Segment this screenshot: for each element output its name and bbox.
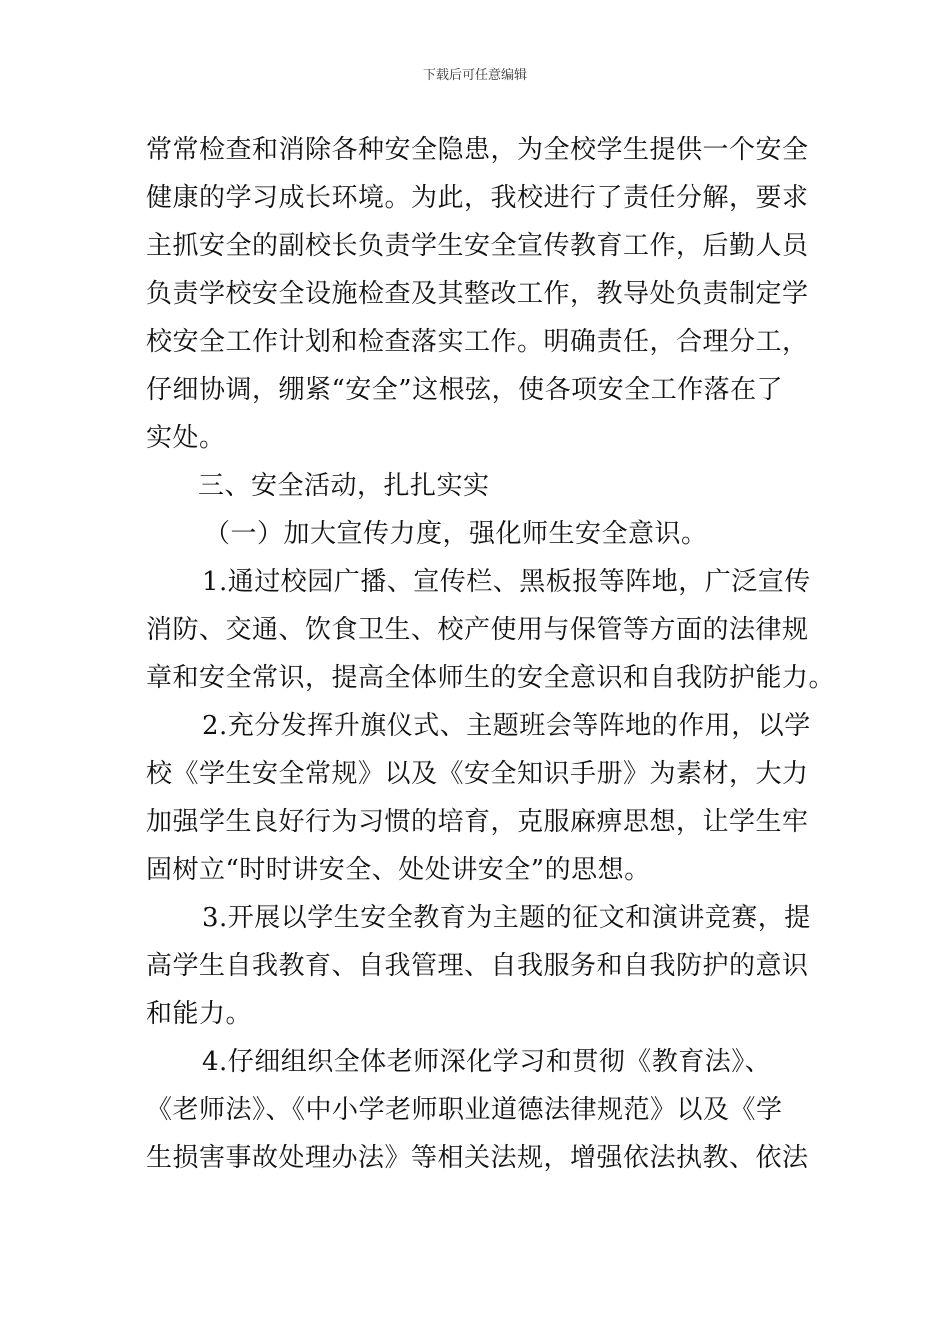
text-line: 章和安全常识，提高全体师生的安全意识和自我防护能力。 <box>146 663 836 693</box>
text-line: 校《学生安全常规》以及《安全知识手册》为素材，大力 <box>146 759 809 789</box>
text-line: 和能力。 <box>146 999 253 1029</box>
text-line: 固树立“时时讲安全、处处讲安全”的思想。 <box>146 855 651 885</box>
text-line: 《老师法》、《中小学老师职业道德法律规范》以及《学 <box>146 1095 783 1125</box>
text-line: 4.仔细组织全体老师深化学习和贯彻《教育法》、 <box>202 1047 772 1077</box>
text-line: 加强学生良好行为习惯的培育，克服麻痹思想，让学生牢 <box>146 807 809 837</box>
body-text <box>146 126 836 1182</box>
text-line: 实处。 <box>146 423 226 453</box>
page-header: 下载后可任意编辑 <box>422 68 527 83</box>
text-line: 1.通过校园广播、宣传栏、黑板报等阵地，广泛宣传 <box>202 567 811 597</box>
text-line: 主抓安全的副校长负责学生安全宣传教育工作，后勤人员 <box>146 231 809 261</box>
text-line: 负责学校安全设施检查及其整改工作，教导处负责制定学 <box>146 279 809 309</box>
subsection-heading: （一）加大宣传力度，强化师生安全意识。 <box>204 519 708 549</box>
section-heading: 三、安全活动，扎扎实实 <box>198 471 490 501</box>
text-line: 3.开展以学生安全教育为主题的征文和演讲竞赛，提 <box>202 903 811 933</box>
text-line: 常常检查和消除各种安全隐患，为全校学生提供一个安全 <box>146 135 809 165</box>
text-line: 仔细协调，绷紧“安全”这根弦，使各项安全工作落在了 <box>146 375 784 405</box>
text-line: 健康的学习成长环境。为此，我校进行了责任分解，要求 <box>146 183 809 213</box>
text-line: 校安全工作计划和检查落实工作。明确责任，合理分工， <box>146 327 809 357</box>
text-line: 高学生自我教育、自我管理、自我服务和自我防护的意识 <box>146 951 809 981</box>
text-line: 生损害事故处理办法》等相关法规，增强依法执教、依法 <box>146 1143 809 1173</box>
text-line: 消防、交通、饮食卫生、校产使用与保管等方面的法律规 <box>146 615 809 645</box>
text-line: 2.充分发挥升旗仪式、主题班会等阵地的作用，以学 <box>202 711 811 741</box>
